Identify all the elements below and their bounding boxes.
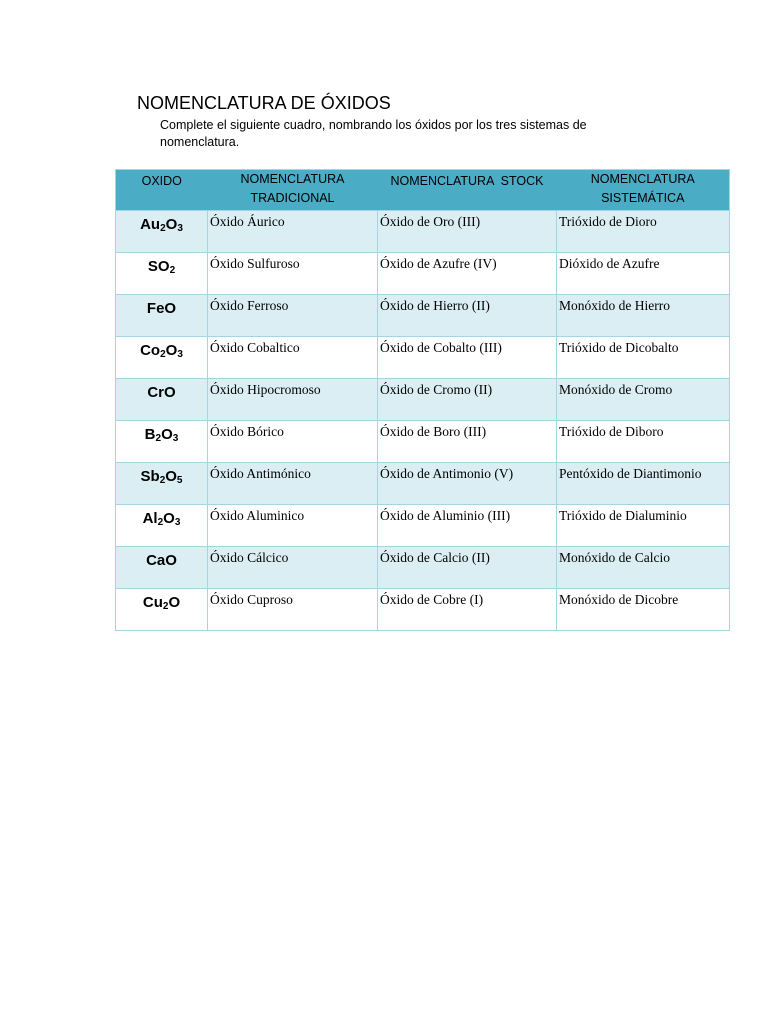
stock-cell: Óxido de Cromo (II) — [378, 379, 557, 421]
formula-text: Au — [140, 216, 161, 233]
formula-subscript: 2 — [159, 475, 166, 486]
formula-cell — [116, 547, 208, 589]
header-stock — [378, 170, 557, 211]
table-row — [116, 253, 730, 295]
formula-subscript: 3 — [177, 349, 183, 360]
formula-subscript: 3 — [172, 433, 179, 444]
formula-text: O — [165, 468, 177, 485]
sistematica-cell: Trióxido de Dioro — [557, 211, 730, 253]
oxides-table — [115, 169, 730, 631]
header-sistematica-line1: NOMENCLATURA — [590, 172, 695, 186]
formula-cell — [116, 505, 208, 547]
formula-subscript: 5 — [176, 475, 183, 486]
formula-cell — [116, 253, 208, 295]
formula-subscript: 2 — [157, 517, 164, 528]
formula-text: CrO — [147, 384, 176, 401]
table-row — [116, 505, 730, 547]
stock-cell: Óxido de Calcio (II) — [378, 547, 557, 589]
header-oxido-label: OXIDO — [141, 174, 182, 188]
stock-cell: Óxido de Antimonio (V) — [378, 463, 557, 505]
table-row — [116, 589, 730, 631]
tradicional-cell: Óxido Ferroso — [208, 295, 378, 337]
tradicional-cell: Óxido Bórico — [208, 421, 378, 463]
formula-subscript: 2 — [160, 349, 166, 360]
formula-text: FeO — [146, 300, 177, 317]
sistematica-cell: Pentóxido de Diantimonio — [557, 463, 730, 505]
stock-cell: Óxido de Cobalto (III) — [378, 337, 557, 379]
table-header-row — [116, 170, 730, 211]
formula-cell — [116, 337, 208, 379]
tradicional-cell: Óxido Sulfuroso — [208, 253, 378, 295]
formula-text: O — [165, 216, 178, 233]
formula-subscript: 2 — [160, 223, 166, 234]
tradicional-cell: Óxido Aluminico — [208, 505, 378, 547]
sistematica-cell: Trióxido de Dicobalto — [557, 337, 730, 379]
stock-cell: Óxido de Oro (III) — [378, 211, 557, 253]
table-row — [116, 463, 730, 505]
formula-subscript: 2 — [155, 433, 162, 444]
tradicional-cell: Óxido Cálcico — [208, 547, 378, 589]
formula-text: O — [165, 342, 178, 359]
formula-text: O — [168, 594, 181, 611]
sistematica-cell: Trióxido de Diboro — [557, 421, 730, 463]
formula-cell — [116, 211, 208, 253]
header-sistematica — [557, 170, 730, 211]
table-row — [116, 547, 730, 589]
sistematica-cell: Monóxido de Hierro — [557, 295, 730, 337]
sistematica-cell: Dióxido de Azufre — [557, 253, 730, 295]
formula-subscript: 2 — [162, 601, 169, 612]
instructions-text: Complete el siguiente cuadro, nombrando los óxidos por los tres sistemas de nomenclatura. — [160, 118, 587, 149]
header-tradicional-line2: TRADICIONAL — [250, 191, 335, 205]
formula-subscript: 3 — [174, 517, 181, 528]
tradicional-cell: Óxido Hipocromoso — [208, 379, 378, 421]
sistematica-cell: Monóxido de Calcio — [557, 547, 730, 589]
stock-cell: Óxido de Cobre (I) — [378, 589, 557, 631]
formula-text: Sb — [140, 468, 160, 485]
table-row — [116, 211, 730, 253]
tradicional-cell: Óxido Cobaltico — [208, 337, 378, 379]
formula-cell — [116, 295, 208, 337]
formula-cell — [116, 379, 208, 421]
stock-cell: Óxido de Aluminio (III) — [378, 505, 557, 547]
formula-text: Al — [142, 510, 158, 527]
header-stock-label: NOMENCLATURA STOCK — [390, 174, 544, 188]
tradicional-cell: Óxido Áurico — [208, 211, 378, 253]
sistematica-cell: Monóxido de Dicobre — [557, 589, 730, 631]
formula-text: O — [161, 426, 173, 443]
stock-cell: Óxido de Azufre (IV) — [378, 253, 557, 295]
formula-text: SO — [147, 258, 170, 275]
header-oxido — [116, 170, 208, 211]
header-tradicional-line1: NOMENCLATURA — [240, 172, 345, 186]
header-tradicional — [208, 170, 378, 211]
page-title: NOMENCLATURA DE ÓXIDOS — [137, 93, 391, 113]
sistematica-cell: Trióxido de Dialuminio — [557, 505, 730, 547]
tradicional-cell: Óxido Antimónico — [208, 463, 378, 505]
table-row — [116, 421, 730, 463]
formula-text: B — [144, 426, 156, 443]
formula-text: O — [163, 510, 175, 527]
formula-cell — [116, 421, 208, 463]
tradicional-cell: Óxido Cuproso — [208, 589, 378, 631]
stock-cell: Óxido de Hierro (II) — [378, 295, 557, 337]
formula-subscript: 2 — [169, 265, 176, 276]
table-row — [116, 379, 730, 421]
formula-cell — [116, 463, 208, 505]
formula-cell — [116, 589, 208, 631]
table-row — [116, 337, 730, 379]
header-sistematica-line2: SISTEMÁTICA — [601, 191, 685, 205]
formula-text: Cu — [142, 594, 163, 611]
table-row — [116, 295, 730, 337]
formula-subscript: 3 — [177, 223, 183, 234]
formula-text: CaO — [146, 552, 177, 569]
formula-text: Co — [140, 342, 161, 359]
stock-cell: Óxido de Boro (III) — [378, 421, 557, 463]
sistematica-cell: Monóxido de Cromo — [557, 379, 730, 421]
